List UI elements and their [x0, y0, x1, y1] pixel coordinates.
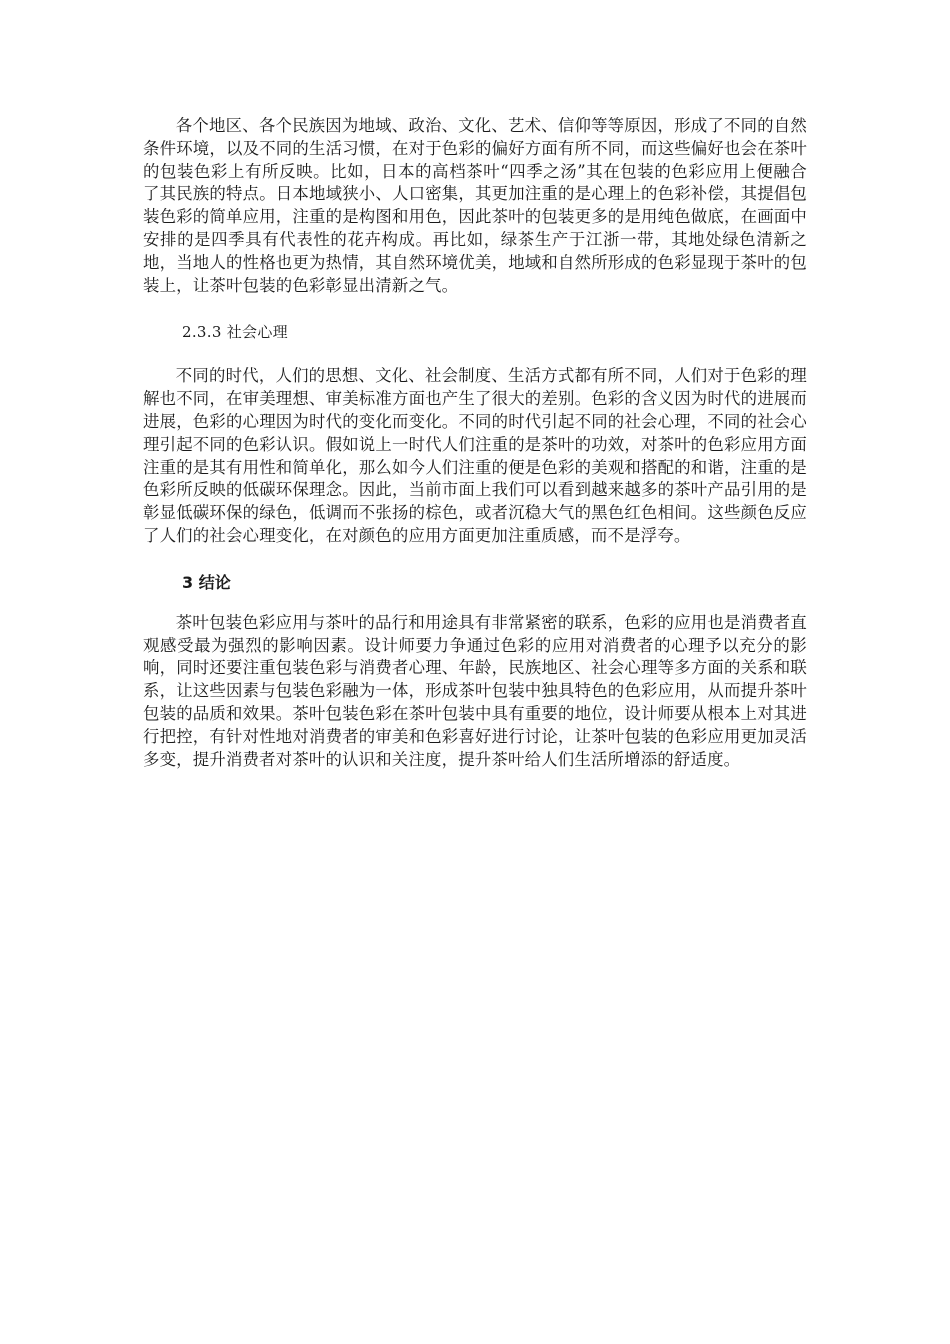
- paragraph-spacer: [143, 594, 807, 612]
- body-paragraph-regional-preferences: 各个地区、各个民族因为地域、政治、文化、艺术、信仰等等原因，形成了不同的自然条件环境，以及不同的生活习惯，在对于色彩的偏好方面有所不同，而这些偏好也会在茶叶的包装色彩上有所反映。比如，日本的高档茶叶“四季之汤”其在包装的色彩应用上便融合了其民族的特点。日本地域狭小、人口密集，其更加注重的是心理上的色彩补偿，其提倡包装色彩的简单应用，注重的是构图和用色，因此茶叶的包装更多的是用纯色做底，在画面中安排的是四季具有代表性的花卉构成。再比如，绿茶生产于江浙一带，其地处绿色清新之地，当地人的性格也更为热情，其自然环境优美，地域和自然所形成的色彩显现于茶叶的包装上，让茶叶包装的色彩彰显出清新之气。: [143, 116, 807, 295]
- paragraph-spacer: [143, 548, 807, 572]
- document-body: [143, 115, 807, 771]
- subsection-heading-social-psychology: 2.3.3 社会心理: [182, 323, 288, 342]
- section-heading-conclusion: 3 结论: [182, 572, 231, 592]
- body-paragraph-social-psychology: 不同的时代，人们的思想、文化、社会制度、生活方式都有所不同，人们对于色彩的理解也不同，在审美理想、审美标准方面也产生了很大的差别。色彩的含义因为时代的进展而进展，色彩的心理因为时代的变化而变化。不同的时代引起不同的社会心理，不同的社会心理引起不同的色彩认识。假如说上一时代人们注重的是茶叶的功效，对茶叶的色彩应用方面注重的是其有用性和简单化，那么如今人们注重的便是色彩的美观和搭配的和谐，注重的是色彩所反映的低碳环保理念。因此，当前市面上我们可以看到越来越多的茶叶产品引用的是彰显低碳环保的绿色，低调而不张扬的棕色，或者沉稳大气的黑色红色相间。这些颜色反应了人们的社会心理变化，在对颜色的应用方面更加注重质感，而不是浮夸。: [143, 366, 807, 545]
- paragraph-spacer: [143, 297, 807, 321]
- body-paragraph-conclusion: 茶叶包装色彩应用与茶叶的品行和用途具有非常紧密的联系，色彩的应用也是消费者直观感受最为强烈的影响因素。设计师要力争通过色彩的应用对消费者的心理予以充分的影响，同时还要注重包装色彩与消费者心理、年龄，民族地区、社会心理等多方面的关系和联系，让这些因素与包装色彩融为一体，形成茶叶包装中独具特色的色彩应用，从而提升茶叶包装的品质和效果。茶叶包装色彩在茶叶包装中具有重要的地位，设计师要从根本上对其进行把控，有针对性地对消费者的审美和色彩喜好进行讨论，让茶叶包装的色彩应用更加灵活多变，提升消费者对茶叶的认识和关注度，提升茶叶给人们生活所增添的舒适度。: [143, 612, 807, 769]
- paragraph-spacer: [143, 343, 807, 365]
